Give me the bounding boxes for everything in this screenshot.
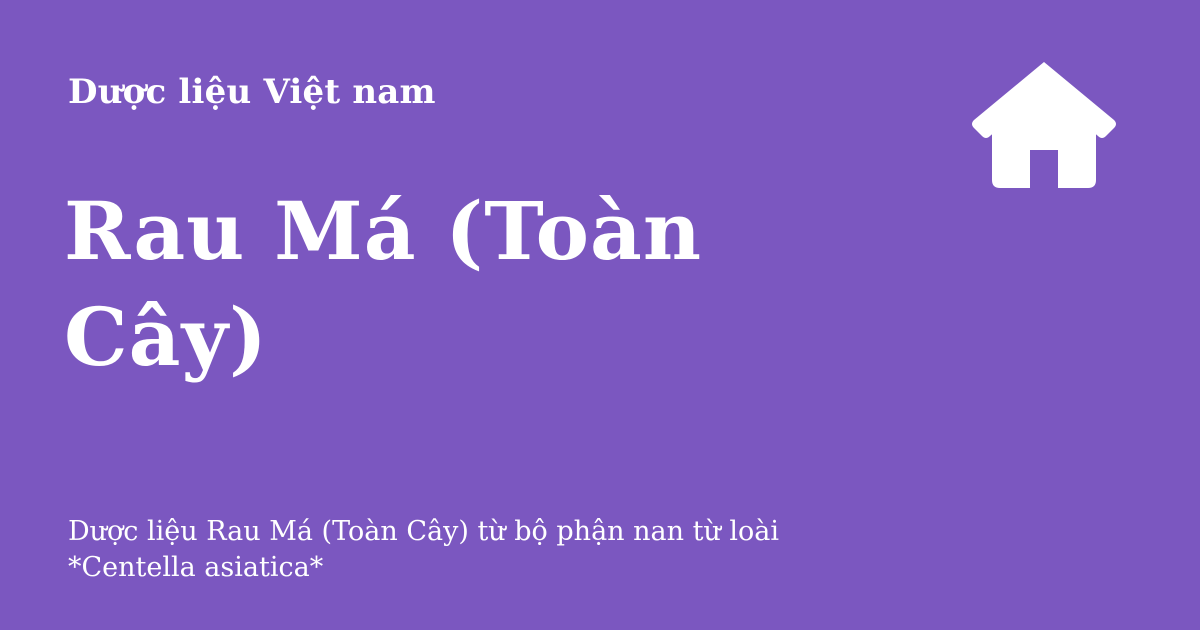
page-title: Rau Má (Toàn Cây) bbox=[64, 184, 702, 384]
site-name: Dược liệu Việt nam bbox=[68, 72, 436, 112]
page-description bbox=[68, 514, 888, 586]
description-line-2: *Centella asiatica* bbox=[68, 552, 324, 583]
home-icon[interactable] bbox=[970, 58, 1118, 190]
description-line-1: Dược liệu Rau Má (Toàn Cây) từ bộ phận nan từ loài bbox=[68, 516, 780, 547]
